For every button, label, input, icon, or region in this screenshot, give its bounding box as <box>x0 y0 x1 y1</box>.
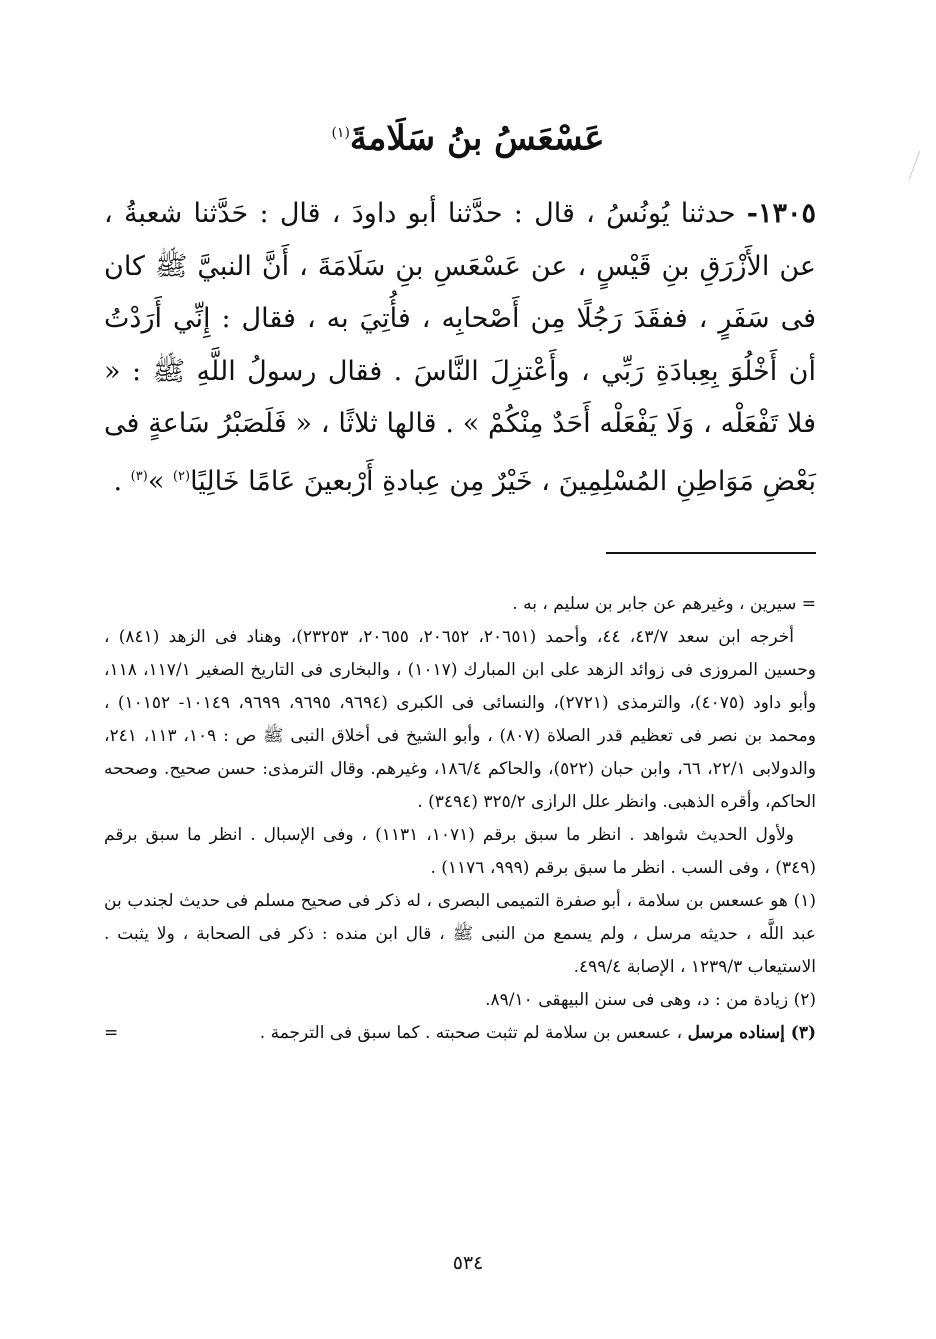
hadith-text <box>104 188 816 508</box>
hadith-closing-quote: » <box>147 465 173 497</box>
footnote-3-text: ، عسعس بن سلامة لم تثبت صحبته . كما سبق فى الترجمة . <box>259 1023 683 1043</box>
footnote-ref-3: (٣) <box>130 468 148 484</box>
hadith-number: ١٣٠٥- <box>746 198 816 229</box>
footnote-shawahid: ولأول الحديث شواهد . انظر ما سبق برقم (١٠٧١، ١١٣١) ، وفى الإسبال . انظر ما سبق برقم (٣٤٩) ، وفى السب . انظر ما سبق برقم (٩٩٩، ١١٧٦) . <box>104 825 816 878</box>
chapter-title <box>0 103 936 168</box>
hadith-end: . <box>113 465 131 497</box>
footnote-3 <box>104 1017 816 1050</box>
footnote-continuation-mark: = <box>104 1023 119 1043</box>
chapter-title-text: عَسْعَسُ بنُ سَلَامةَ <box>349 118 605 159</box>
hadith-body: حدثنا يُونُسُ ، قال : حدَّثنا أبو داودَ ، قال : حَدَّثنا شعبةُ ، عن الأَزْرَقِ بنِ قَيْسٍ ، عن عَسْعَسِ بنِ سَلَامَةَ ، أَنَّ النبيَّ ﷺ كان فى سَفَرٍ ، ففقَدَ رَجُلًا مِن أَصْحابِه ، فأُتِيَ به ، فقال : إِنِّي أَرَدْتُ أن أَخْلُوَ بِعِبادَةِ رَبِّي ، وأَعْتزِلَ النَّاسَ . فقال رسولُ اللَّهِ ﷺ : « فلا تَفْعَلْه ، وَلَا يَفْعَلْه أَحَدٌ مِنْكُمْ » . قالها ثلاثًا ، « فَلَصَبْرُ سَاعةٍ فى بَعْضِ مَوَاطِنِ المُسْلِمِينَ ، خَيْرٌ مِن عِبادةِ أَرْبعينَ عَامًا خَالِيًا <box>104 198 816 497</box>
footnote-continuation: = سيرين ، وغيرهم عن جابر بن سليم ، به . <box>512 594 816 614</box>
footnote-2: (٢) زيادة من : د، وهى فى سنن البيهقى ٨٩/١٠. <box>485 990 816 1010</box>
footnote-1: (١) هو عسعس بن سلامة ، أبو صفرة التميمى البصرى ، له ذكر فى صحيح مسلم فى حديث لجندب بن عبد اللَّه ، حديثه مرسل ، ولم يسمع من النبى ﷺ ، قال ابن منده : ذكر فى الصحابة ، ولا يثبت . الاستيعاب ١٢٣٩/٣ ، الإصابة ٤٩٩/٤. <box>104 891 816 977</box>
footnote-ref-2: (٢) <box>172 468 191 484</box>
footnote-3-label: (٣) إسناده مرسل <box>687 1023 816 1043</box>
page-number: ٥٣٤ <box>452 1252 484 1274</box>
footnotes <box>104 588 816 1050</box>
footnote-separator <box>606 552 816 554</box>
chapter-title-footnote-ref: (١) <box>331 124 350 141</box>
footnote-takhrij: أخرجه ابن سعد ٤٣/٧، ٤٤، وأحمد (٢٠٦٥١، ٢٠٦٥٢، ٢٠٦٥٥، ٢٣٢٥٣)، وهناد فى الزهد (٨٤١) ، وحسين المروزى فى زوائد الزهد على ابن المبارك (١٠١٧) ، والبخارى فى التاريخ الصغير ١١٧/١، ١١٨، وأبو داود (٤٠٧٥)، والترمذى (٢٧٢١)، والنسائى فى الكبرى (٩٦٩٤، ٩٦٩٥، ٩٦٩٩، ١٠١٤٩- ١٠١٥٢) ، ومحمد بن نصر فى تعظيم قدر الصلاة (٨٠٧) ، وأبو الشيخ فى أخلاق النبى ﷺ ص : ١٠٩، ١١٣، ٢٤١، والدولابى ٢٢/١، ٦٦، وابن حبان (٥٢٢)، والحاكم ١٨٦/٤، وغيرهم. وقال الترمذى: حسن صحيح. وصححه الحاكم، وأقره الذهبى. وانظر علل الرازى ٣٢٥/٢ (٣٤٩٤) . <box>104 627 817 812</box>
